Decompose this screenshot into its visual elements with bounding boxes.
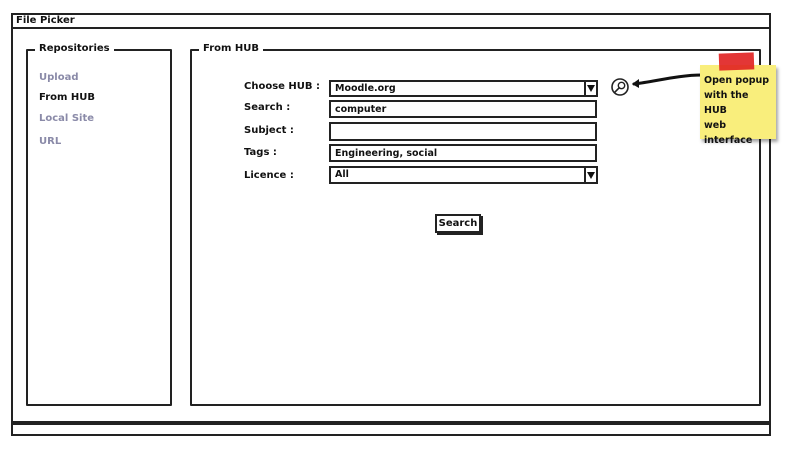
- sticky-note: [700, 65, 776, 146]
- tags-input[interactable]: [329, 144, 597, 162]
- note-line-2: with the HUB: [704, 90, 749, 116]
- search-button[interactable]: Search: [435, 214, 481, 233]
- search-input[interactable]: [329, 100, 597, 118]
- repo-item-local-site[interactable]: Local Site: [39, 113, 95, 124]
- subject-label: Subject :: [244, 125, 294, 136]
- chevron-down-icon: [587, 172, 595, 179]
- callout-arrow: [628, 72, 704, 92]
- licence-dropdown-button[interactable]: [584, 168, 596, 182]
- window-title: File Picker: [16, 15, 75, 26]
- from-hub-legend: From HUB: [199, 43, 263, 55]
- repo-item-from-hub[interactable]: From HUB: [39, 92, 96, 103]
- title-bar: [11, 13, 771, 29]
- licence-label: Licence :: [244, 170, 294, 181]
- repositories-legend: Repositories: [35, 43, 114, 55]
- hub-select[interactable]: [329, 80, 598, 97]
- choose-hub-label: Choose HUB :: [244, 81, 321, 92]
- hub-dropdown-button[interactable]: [584, 82, 596, 95]
- note-line-3: web interface: [704, 120, 753, 146]
- repo-item-url[interactable]: URL: [39, 136, 62, 147]
- hub-select-value: Moodle.org: [335, 83, 396, 94]
- status-bar: [11, 423, 771, 436]
- tape: [719, 52, 755, 70]
- tags-label: Tags :: [244, 147, 277, 158]
- note-line-1: Open popup: [704, 75, 770, 86]
- repo-item-upload[interactable]: Upload: [39, 72, 79, 83]
- licence-select-value: All: [335, 169, 349, 180]
- subject-input[interactable]: [329, 122, 597, 141]
- search-label: Search :: [244, 102, 291, 113]
- chevron-down-icon: [587, 85, 595, 92]
- licence-select[interactable]: [329, 166, 598, 184]
